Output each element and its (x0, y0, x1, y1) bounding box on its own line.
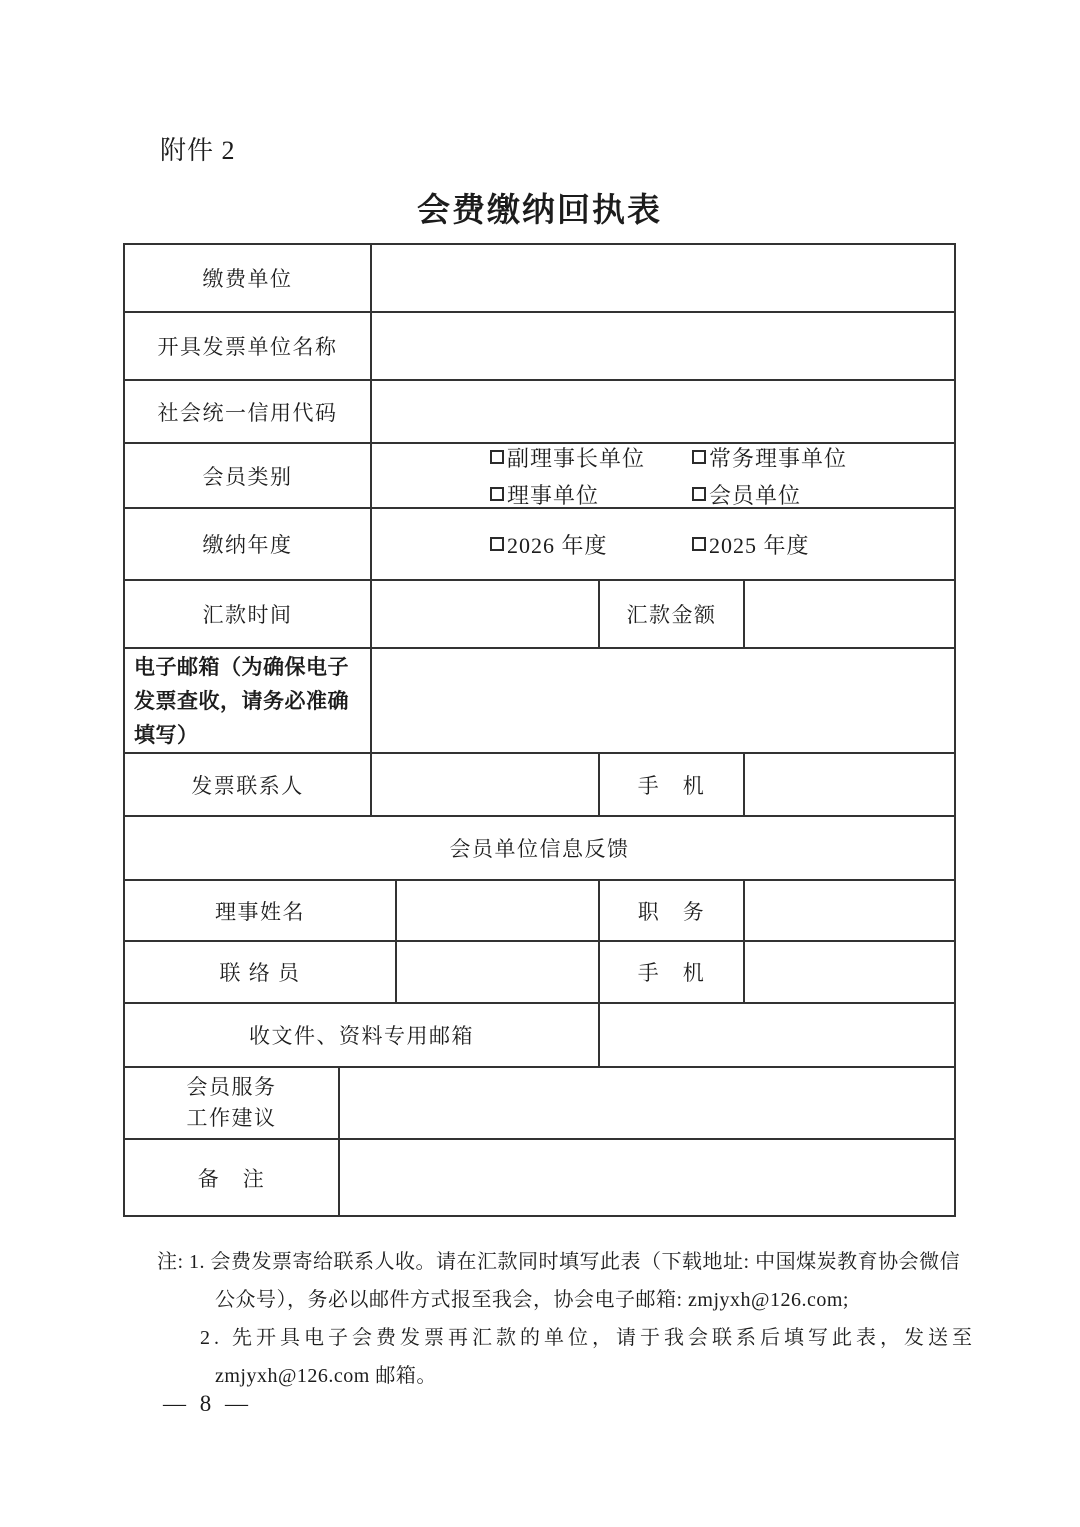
option-label: 会员单位 (709, 482, 802, 508)
footnote-line-3: 2. 先开具电子会费发票再汇款的单位，请于我会联系后填写此表，发送至 (200, 1327, 976, 1349)
remit-amount-label: 汇款金额 (598, 581, 743, 647)
row-member-category (125, 442, 954, 507)
checkbox-icon (692, 450, 706, 464)
form-title: 会费缴纳回执表 (417, 193, 662, 229)
attachment-label: 附件 2 (160, 136, 236, 165)
checkbox-icon (692, 487, 706, 501)
payment-year-options (372, 529, 954, 560)
invoice-contact-mobile-label: 手 机 (598, 754, 743, 815)
payer-unit-input-cell[interactable] (370, 245, 954, 311)
checkbox-option-director-unit[interactable] (490, 479, 692, 510)
checkbox-icon (490, 450, 504, 464)
row-invoice-contact (125, 752, 954, 815)
invoice-contact-label: 发票联系人 (191, 773, 304, 798)
checkbox-option-year-2025[interactable] (692, 529, 954, 560)
row-invoice-unit (125, 311, 954, 379)
invoice-contact-input-cell[interactable] (370, 754, 598, 815)
director-name-label: 理事姓名 (215, 899, 305, 924)
invoice-unit-label: 开具发票单位名称 (157, 335, 338, 359)
director-name-input-cell[interactable] (395, 881, 598, 940)
remit-time-input-cell[interactable] (370, 581, 598, 647)
checkbox-option-year-2026[interactable] (490, 529, 692, 560)
checkbox-option-executive-director-unit[interactable] (692, 442, 954, 473)
row-remark (125, 1138, 954, 1215)
service-suggestion-label (125, 1068, 338, 1138)
remit-amount-input-cell[interactable] (743, 581, 954, 647)
liaison-label: 联 络 员 (219, 961, 301, 985)
service-suggestion-label-line2: 工作建议 (186, 1106, 277, 1130)
remark-label: 备 注 (197, 1166, 266, 1191)
footnote-line-4: zmjyxh@126.com 邮箱。 (215, 1365, 437, 1387)
page-number: — 8 — (163, 1391, 252, 1416)
checkbox-option-member-unit[interactable] (692, 479, 954, 510)
row-liaison (125, 940, 954, 1002)
payment-year-options-cell (370, 509, 954, 579)
remit-time-label: 汇款时间 (202, 603, 293, 627)
member-category-options (372, 442, 954, 510)
row-email (125, 647, 954, 752)
remark-input-cell[interactable] (338, 1140, 954, 1215)
credit-code-input-cell[interactable] (370, 381, 954, 442)
option-label: 理事单位 (507, 482, 600, 508)
footnote-line-1: 注: 1. 会费发票寄给联系人收。请在汇款同时填写此表（下载地址: 中国煤炭教育协会微信 (157, 1251, 961, 1273)
row-credit-code (125, 379, 954, 442)
fee-receipt-form-table (123, 243, 956, 1217)
doc-email-label: 收文件、资料专用邮箱 (249, 1024, 474, 1048)
row-payer-unit (125, 245, 954, 311)
row-service-suggestion (125, 1066, 954, 1138)
checkbox-icon (692, 537, 706, 551)
member-category-options-cell (370, 444, 954, 507)
payment-year-label: 缴纳年度 (202, 533, 293, 557)
liaison-mobile-input-cell[interactable] (743, 942, 954, 1002)
credit-code-label: 社会统一信用代码 (157, 400, 338, 425)
row-director (125, 879, 954, 940)
liaison-input-cell[interactable] (395, 942, 598, 1002)
option-label: 2025 年度 (709, 532, 810, 558)
email-input-cell[interactable] (370, 649, 954, 752)
checkbox-icon (490, 537, 504, 551)
checkbox-icon (490, 487, 504, 501)
director-title-label: 职 务 (598, 881, 743, 940)
row-doc-email (125, 1002, 954, 1066)
invoice-contact-mobile-input-cell[interactable] (743, 754, 954, 815)
doc-email-input-cell[interactable] (598, 1004, 954, 1066)
row-remittance (125, 579, 954, 647)
option-label: 副理事长单位 (507, 445, 646, 471)
payer-unit-label: 缴费单位 (202, 267, 293, 291)
member-category-label: 会员类别 (202, 464, 293, 489)
row-feedback-section-header (125, 815, 954, 879)
service-suggestion-input-cell[interactable] (338, 1068, 954, 1138)
option-label: 2026 年度 (507, 532, 608, 558)
service-suggestion-label-line1: 会员服务 (186, 1075, 277, 1099)
row-payment-year (125, 507, 954, 579)
footnotes (157, 1248, 976, 1400)
invoice-unit-input-cell[interactable] (370, 313, 954, 379)
email-label: 电子邮箱（为确保电子发票查收，请务必准确填写） (134, 654, 349, 747)
liaison-mobile-label: 手 机 (598, 942, 743, 1002)
director-title-input-cell[interactable] (743, 881, 954, 940)
footnote-line-2: 公众号），务必以邮件方式报至我会，协会电子邮箱: zmjyxh@126.com; (215, 1289, 849, 1311)
option-label: 常务理事单位 (709, 445, 848, 471)
feedback-section-label: 会员单位信息反馈 (449, 837, 630, 861)
checkbox-option-vice-chairman-unit[interactable] (490, 442, 692, 473)
